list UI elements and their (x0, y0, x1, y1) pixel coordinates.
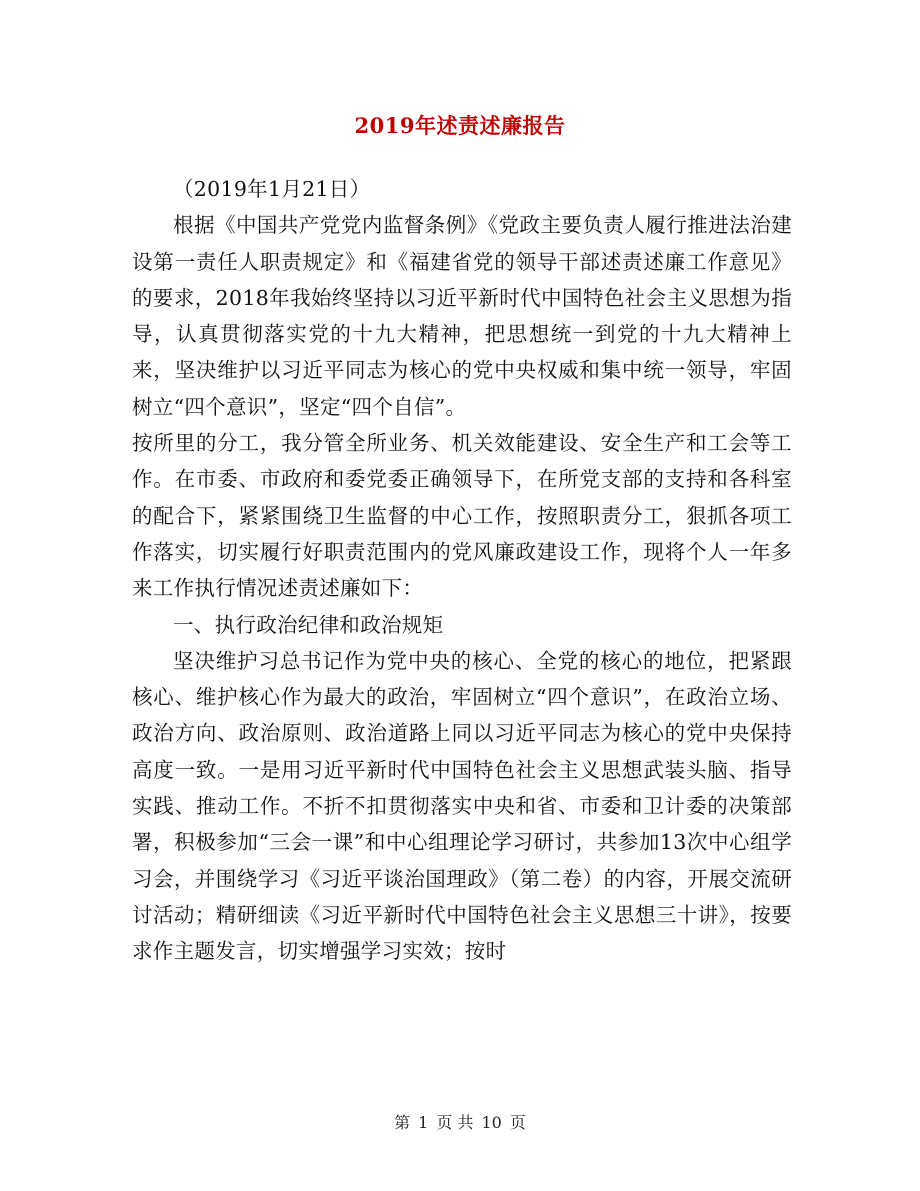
page-footer (0, 1110, 920, 1133)
document-body (132, 171, 792, 970)
section-heading-political-discipline: 一、执行政治纪律和政治规矩 (173, 612, 444, 637)
footer-total-pages: 10 (481, 1113, 502, 1132)
footer-suffix: 页 (509, 1113, 526, 1132)
paragraph-intro: 根据《中国共产党党内监督条例》《党政主要负责人履行推进法治建设第一责任人职责规定》和《福建省党的领导干部述责述廉工作意见》的要求，2018年我始终坚持以习近平新时代中国特色社会主义思想为指导，认真贯彻落实党的十九大精神，把思想统一到党的十九大精神上来，坚决维护以习近平同志为核心的党中央权威和集中统一领导，牢固树立“四个意识”，坚定“四个自信”。 (132, 213, 792, 419)
paragraph-political-discipline: 坚决维护习总书记作为党中央的核心、全党的核心的地位，把紧跟核心、维护核心作为最大的政治，牢固树立“四个意识”，在政治立场、政治方向、政治原则、政治道路上同以习近平同志为核心的党中央保持高度一致。一是用习近平新时代中国特色社会主义思想武装头脑、指导实践、推动工作。不折不扣贯彻落实中央和省、市委和卫计委的决策部署，积极参加“三会一课”和中心组理论学习研讨，共参加13次中心组学习会，并围绕学习《习近平谈治国理政》（第二卷）的内容，开展交流研讨活动；精研细读《习近平新时代中国特色社会主义思想三十讲》，按要求作主题发言，切实增强学习实效；按时 (132, 648, 792, 964)
footer-current-page: 1 (418, 1113, 429, 1132)
footer-middle: 页 共 (436, 1113, 474, 1132)
footer-prefix: 第 (394, 1113, 411, 1132)
document-title: 2019年述责述廉报告 (354, 113, 566, 138)
date-line: （2019年1月21日） (173, 177, 371, 201)
paragraph-division-of-work: 按所里的分工，我分管全所业务、机关效能建设、安全生产和工会等工作。在市委、市政府和委党委正确领导下，在所党支部的支持和各科室的配合下，紧紧围绕卫生监督的中心工作，按照职责分工，狠抓各项工作落实，切实履行好职责范围内的党风廉政建设工作，现将个人一年多来工作执行情况述责述廉如下： (132, 431, 792, 601)
